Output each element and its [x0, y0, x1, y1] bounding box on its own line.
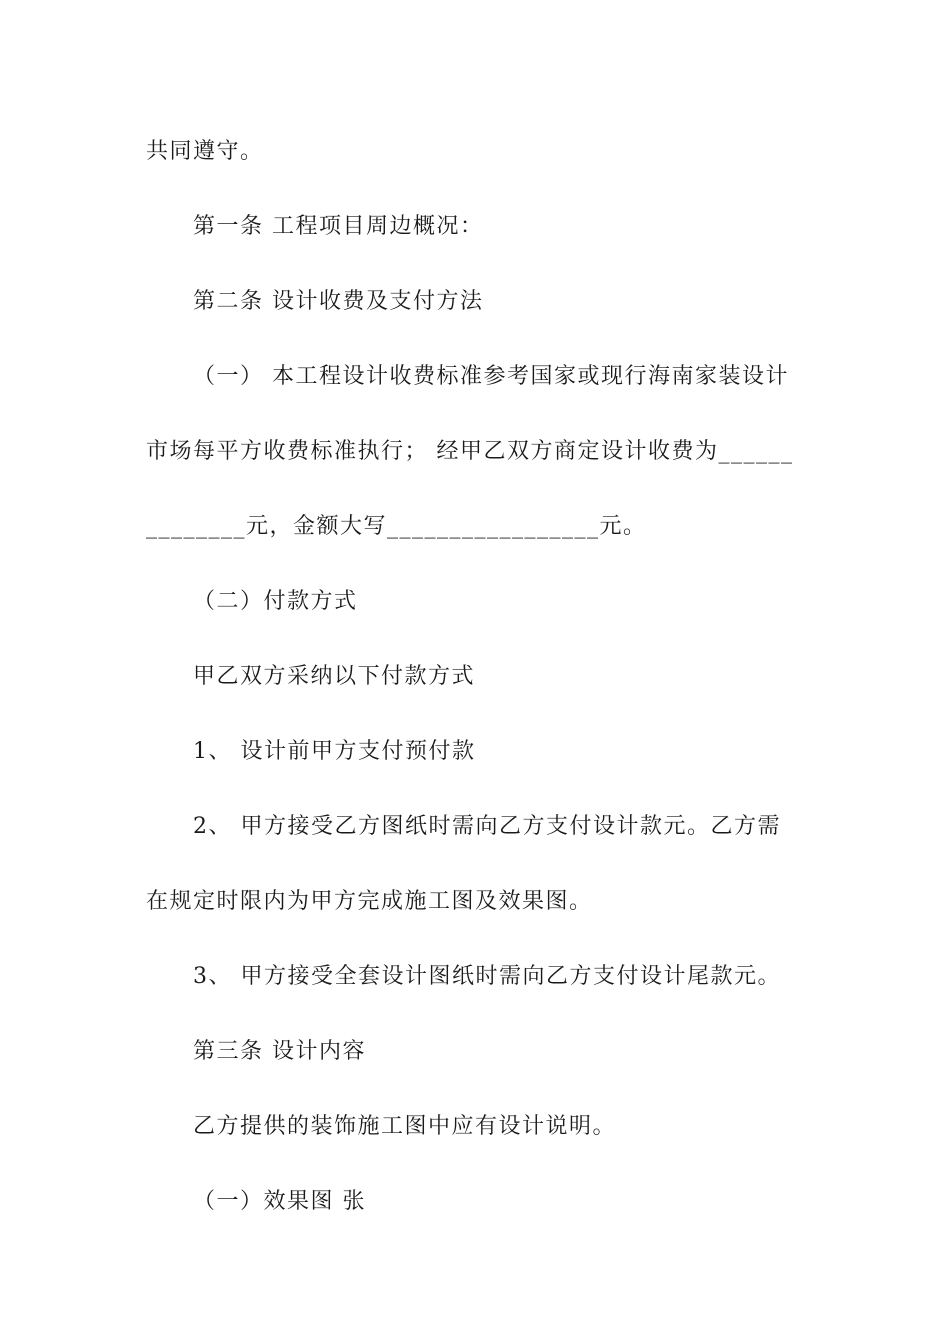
text-line: ________元，金额大写_________________元。: [146, 514, 647, 539]
text-line: 市场每平方收费标准执行； 经甲乙双方商定设计收费为______: [146, 439, 794, 464]
text-line: 甲乙双方采纳以下付款方式: [193, 664, 476, 689]
text-line: 在规定时限内为甲方完成施工图及效果图。: [146, 889, 593, 914]
article-heading: 第一条 工程项目周边概况：: [193, 214, 484, 239]
section-heading: （二）付款方式: [193, 589, 358, 614]
article-heading: 第三条 设计内容: [193, 1039, 366, 1064]
list-item: 3、 甲方接受全套设计图纸时需向乙方支付设计尾款元。: [193, 964, 781, 989]
text-line: （一） 本工程设计收费标准参考国家或现行海南家装设计: [193, 364, 789, 389]
text-line: 乙方提供的装饰施工图中应有设计说明。: [193, 1114, 617, 1139]
section-heading: （一）效果图 张: [193, 1189, 366, 1214]
list-item: 1、 设计前甲方支付预付款: [193, 739, 476, 764]
list-item: 2、 甲方接受乙方图纸时需向乙方支付设计款元。乙方需: [193, 814, 781, 839]
text-line: 共同遵守。: [146, 139, 264, 164]
article-heading: 第二条 设计收费及支付方法: [193, 289, 484, 314]
